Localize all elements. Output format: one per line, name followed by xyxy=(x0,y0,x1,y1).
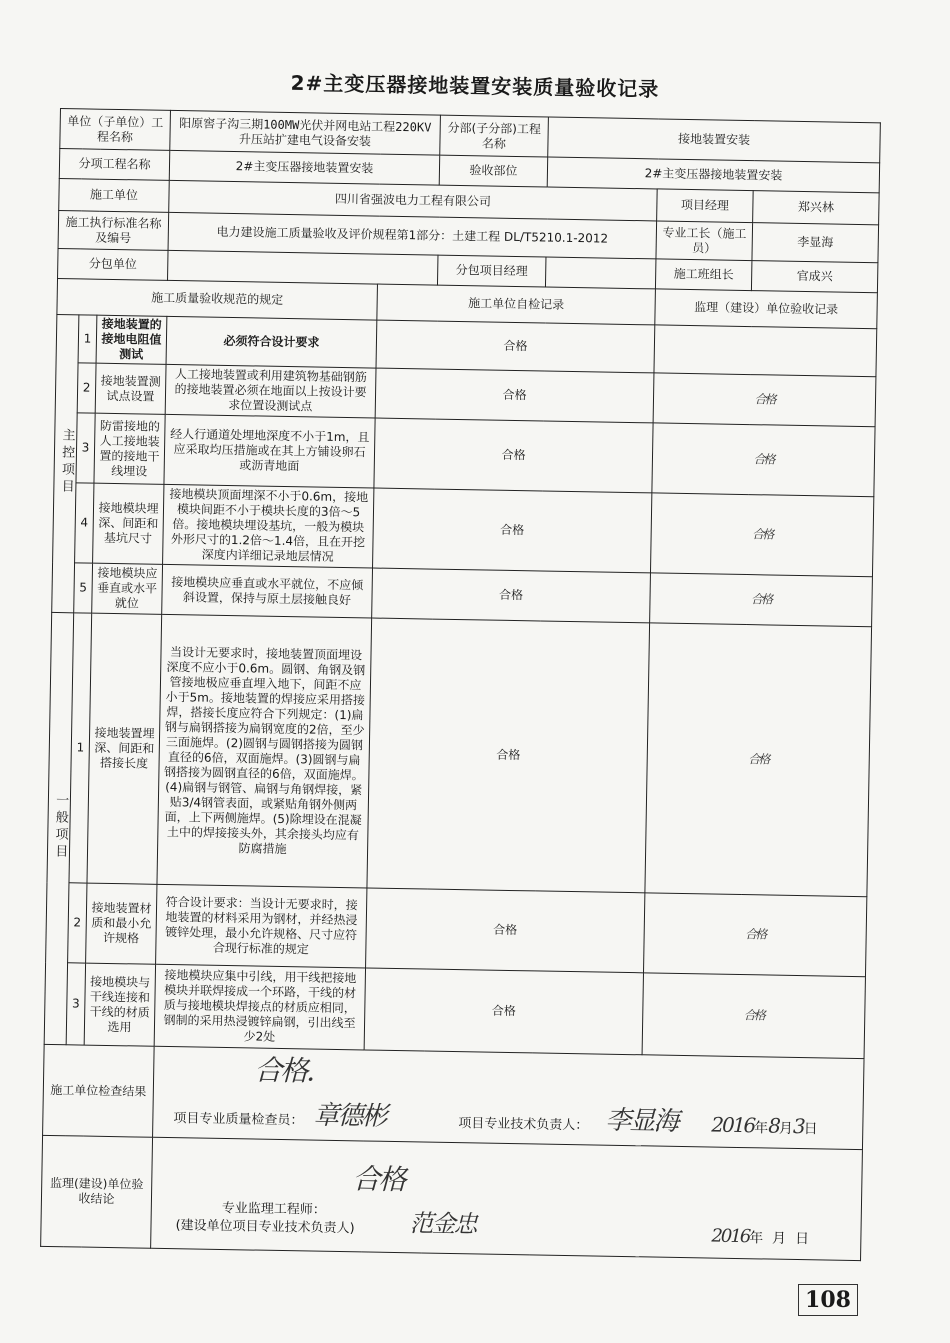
subcontract-pm-value xyxy=(545,257,656,289)
pm-value: 郑兴林 xyxy=(753,191,880,225)
supervising-engineer-sub-label: (建设单位项目专业技术负责人) xyxy=(175,1218,355,1237)
inspection-form xyxy=(39,108,879,1302)
construction-result-row xyxy=(43,1044,865,1149)
subcontract-pm-label: 分包项目经理 xyxy=(437,255,546,287)
construction-result-label: 施工单位检查结果 xyxy=(43,1044,155,1137)
supervision-result-content xyxy=(151,1138,862,1260)
item-name: 接地装置材质和最小允许规格 xyxy=(86,883,157,964)
subcontract-label: 分包单位 xyxy=(58,248,169,280)
item-name: 接地装置埋深、间距和搭接长度 xyxy=(87,613,162,884)
row-no: 3 xyxy=(76,413,95,483)
self-check-result: 合格 xyxy=(373,488,652,573)
construction-date: 2016年8月3日 xyxy=(711,1112,818,1139)
page-number: 108 xyxy=(798,1284,858,1316)
row-no: 4 xyxy=(75,483,94,563)
row-no: 5 xyxy=(74,563,93,613)
pm-label: 项目经理 xyxy=(657,189,754,223)
item-name: 接地模块应垂直或水平就位 xyxy=(92,563,163,614)
item-requirement: 接地模块应垂直或水平就位，不应倾斜设置，保持与原土层接触良好 xyxy=(162,564,373,618)
supervision-result: 合格 xyxy=(642,973,865,1059)
tech-lead-label: 项目专业技术负责人： xyxy=(458,1116,589,1134)
inspect-part-value: 2#主变压器接地装置安装 xyxy=(547,157,880,193)
qc-inspector-label: 项目专业质量检查员： xyxy=(173,1111,304,1129)
general-items-group: 一般项目 xyxy=(44,612,74,1044)
supervising-engineer-signature: 范金忠 xyxy=(409,1209,476,1239)
supervision-handwritten-result: 合格 xyxy=(352,1162,405,1197)
item-requirement: 人工接地装置或利用建筑物基础钢筋的接地装置必须在地面以上按设计要求位置设测试点 xyxy=(165,364,376,418)
qc-inspector-signature: 章德彬 xyxy=(313,1100,386,1132)
self-check-result: 合格 xyxy=(366,888,645,973)
item-requirement: 经人行通道处埋地深度不小于1m，且应采取均压措施或在其上方铺设卵石或沥青地面 xyxy=(164,414,375,488)
table-row xyxy=(53,482,874,576)
item-name: 接地模块埋深、间距和基坑尺寸 xyxy=(93,483,164,564)
table-row xyxy=(44,962,865,1058)
supervising-engineer-label: 专业监理工程师： xyxy=(221,1200,326,1218)
unit-value: 阳原窖子沟三期100MW光伏并网电站工程220KV升压站扩建电气设备安装 xyxy=(170,110,441,155)
self-check-result: 合格 xyxy=(372,568,651,623)
supervision-result xyxy=(654,325,877,377)
item-name: 接地装置测试点设置 xyxy=(95,363,166,414)
self-check-result: 合格 xyxy=(375,368,654,423)
row-no: 1 xyxy=(69,613,92,883)
team-leader-label: 施工班组长 xyxy=(655,259,752,291)
self-check-result: 合格 xyxy=(364,968,643,1055)
item-requirement: 接地模块应集中引线，用干线把接地模块并联焊接成一个环路，干线的材质与接地模块焊接点的材质应相同，钢制的采用热浸镀锌扁钢，引出线至少2处 xyxy=(154,964,365,1050)
page-title: 2#主变压器接地装置安装质量验收记录 xyxy=(290,70,660,102)
subitem-value: 2#主变压器接地装置安装 xyxy=(169,150,439,185)
table-row xyxy=(47,612,872,896)
item-name: 防雷接地的人工接地装置的接地干线埋设 xyxy=(94,413,165,484)
standard-label: 施工执行标准名称及编号 xyxy=(58,210,169,250)
supervision-result: 合格 xyxy=(645,623,872,897)
supervision-result-row xyxy=(41,1135,863,1260)
item-name: 接地装置的接地电阻值测试 xyxy=(96,315,167,364)
spec-column-header: 施工质量验收规范的规定 xyxy=(57,278,378,320)
self-check-result: 合格 xyxy=(376,320,655,373)
construction-result-content xyxy=(153,1047,863,1149)
item-requirement: 必须符合设计要求 xyxy=(166,316,377,368)
division-value: 接地装置安装 xyxy=(548,117,881,163)
supervision-result: 合格 xyxy=(653,373,876,427)
row-no: 1 xyxy=(78,315,97,363)
tech-lead-signature: 李显海 xyxy=(605,1105,678,1137)
supervision-result: 合格 xyxy=(652,423,875,497)
item-name: 接地模块与干线连接和干线的材质选用 xyxy=(84,963,155,1046)
supervision-date: 2016年 月 日 xyxy=(711,1225,810,1248)
item-requirement: 接地模块顶面埋深不小于0.6m，接地模块间距不小于模块长度的3倍～5倍。接地模块埋设基坑，一般为模块外形尺寸的1.2倍～1.4倍，且在开挖深度内详细记录地层情况 xyxy=(163,484,374,568)
unit-label: 单位（子单位）工程名称 xyxy=(60,109,171,151)
row-no: 3 xyxy=(66,963,85,1045)
table-row xyxy=(46,882,867,976)
construction-unit-label: 施工单位 xyxy=(59,178,170,212)
construction-handwritten-result: 合格. xyxy=(253,1053,314,1088)
self-check-result: 合格 xyxy=(367,618,650,893)
main-items-group: 主控项目 xyxy=(52,314,79,612)
supervision-result-label: 监理(建设)单位验收结论 xyxy=(41,1135,153,1248)
row-no: 2 xyxy=(77,363,96,413)
supervision-result: 合格 xyxy=(644,893,867,977)
self-check-result: 合格 xyxy=(374,418,653,493)
row-no: 2 xyxy=(68,883,87,963)
supervision-column-header: 监理（建设）单位验收记录 xyxy=(655,289,878,329)
inspect-part-label: 验收部位 xyxy=(439,155,548,187)
supervision-result: 合格 xyxy=(650,573,873,627)
foreman-label: 专业工长（施工员） xyxy=(656,221,753,261)
subcontract-value xyxy=(168,250,438,285)
construction-unit-value: 四川省强波电力工程有限公司 xyxy=(169,180,657,221)
subitem-label: 分项工程名称 xyxy=(59,149,170,181)
item-requirement: 当设计无要求时，接地装置顶面埋设深度不应小于0.6m。圆钢、角钢及钢管接地极应垂直埋入地下，间距不应小于5m。接地装置的焊接应采用搭接焊，搭接长度应符合下列规定：(1)扁钢与扁钢搭接为扁钢宽度的2倍，至少三面施焊。(2)圆钢与圆钢搭接为圆钢直径的6倍，双面施焊。(3)圆钢与扁钢搭接为圆钢直径的6倍，双面施焊。(4)扁钢与钢管、扁钢与角钢焊接，紧贴3/4钢管表面，或紧贴角钢外侧两面，上下两侧施焊。(5)除埋设在混凝土中的焊接接头外，其余接头均应有防腐措施 xyxy=(157,614,372,888)
item-requirement: 符合设计要求：当设计无要求时，接地装置的材料采用为钢材，并经热浸镀锌处理，最小允许规格、尺寸应符合现行标准的规定 xyxy=(156,884,367,968)
foreman-value: 李显海 xyxy=(752,223,879,263)
standard-value: 电力建设施工质量验收及评价规程第1部分：土建工程 DL/T5210.1-2012 xyxy=(168,212,657,259)
supervision-result: 合格 xyxy=(651,493,874,577)
self-check-column-header: 施工单位自检记录 xyxy=(377,284,656,325)
form-table xyxy=(40,108,881,1261)
team-leader-value: 官成兴 xyxy=(751,261,878,293)
division-label: 分部(子分部)工程名称 xyxy=(440,115,549,157)
